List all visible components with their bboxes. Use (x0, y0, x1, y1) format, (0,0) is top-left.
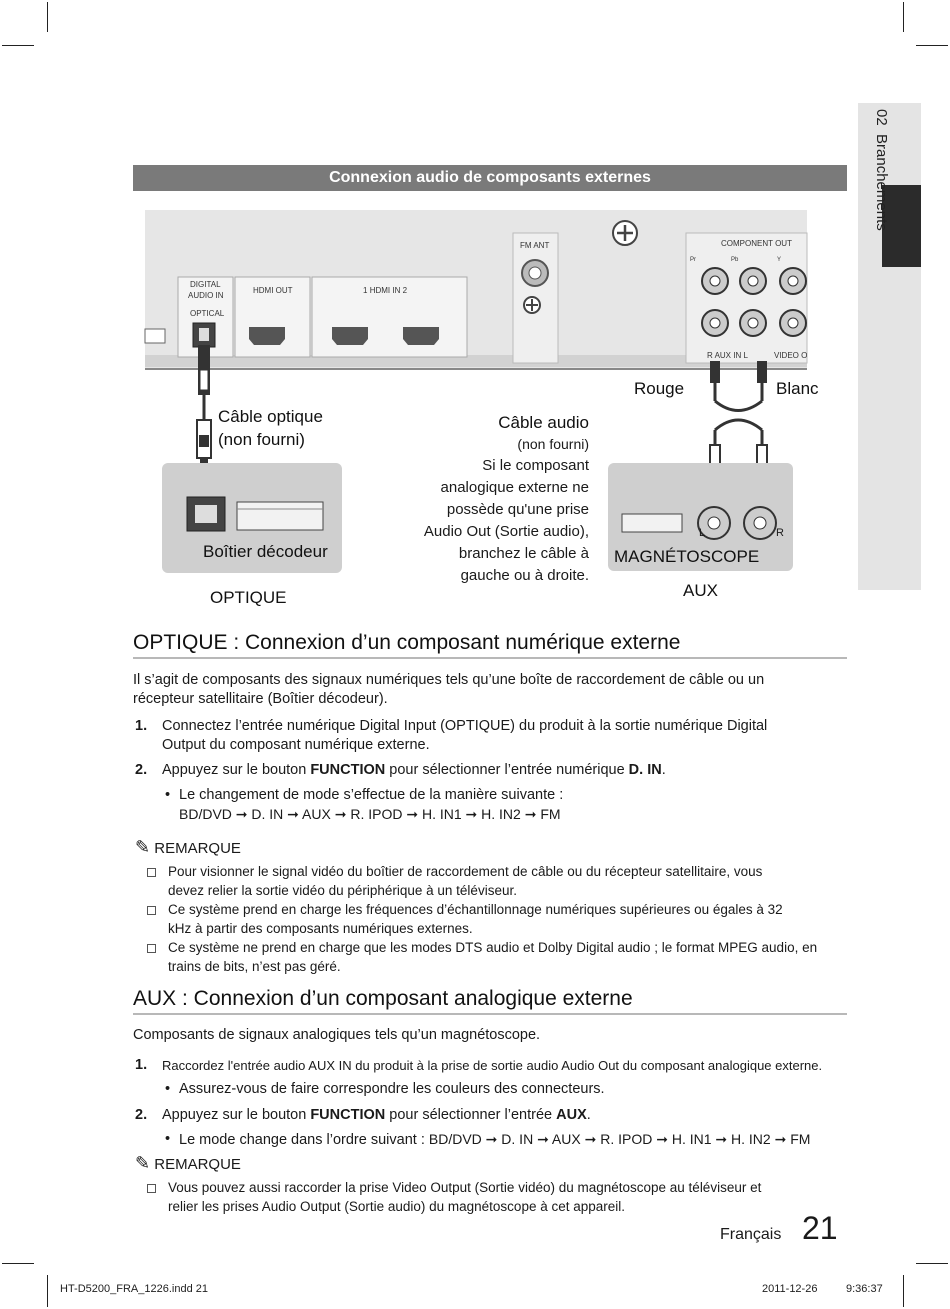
intro-line: récepteur satellitaire (Boîtier décodeur). (133, 691, 388, 707)
bullet-text: Le changement de mode s’effectue de la manière suivante : (179, 787, 564, 803)
audio-note-line: Si le composant (482, 457, 589, 474)
step-line: Connectez l’entrée numérique Digital Input (OPTIQUE) du produit à la sortie numérique Digital (162, 718, 768, 734)
optique-label: OPTIQUE (210, 588, 287, 607)
note-line: Ce système prend en charge les fréquences d’échantillonnage numériques supérieures ou égales à 32 (168, 902, 783, 917)
step-text: . (586, 1107, 591, 1123)
y-label: Y (777, 257, 782, 263)
step-number: 1. (135, 1057, 148, 1073)
audio-cable-note: (non fourni) (517, 436, 589, 452)
optical-cable-label: Câble optique (218, 407, 323, 426)
vcr-l-label: L (699, 527, 706, 539)
chapter-title: Branchements (873, 134, 890, 231)
white-label: Blanc (776, 379, 819, 398)
vcr-r-label: R (776, 527, 784, 539)
optical-port-label: OPTICAL (190, 309, 225, 318)
step-line: Raccordez l'entrée audio AUX IN du produit à la prise de sortie audio Audio Out du composant analogique externe. (162, 1058, 823, 1073)
audio-cable-label: Câble audio (498, 413, 589, 432)
note-item (147, 938, 847, 976)
section2-intro: Composants de signaux analogiques tels qu’un magnétoscope. (133, 1027, 541, 1043)
remark-label: REMARQUE (154, 1156, 241, 1173)
note-item (147, 1178, 847, 1216)
bullet-dot: • (165, 1131, 171, 1147)
step-number: 2. (135, 1107, 148, 1123)
section2-step2 (133, 1106, 847, 1125)
section2-bullet1 (165, 1080, 845, 1099)
section1-notes (147, 862, 847, 976)
bullet-text: Assurez-vous de faire correspondre les couleurs des connecteurs. (179, 1081, 605, 1097)
audio-note-line: Audio Out (Sortie audio), (423, 523, 589, 540)
remark-label: REMARQUE (154, 840, 241, 857)
step-text: pour sélectionner l’entrée (385, 1107, 557, 1123)
section2-rule (133, 1013, 847, 1015)
section2-title: AUX : Connexion d’un composant analogique externe (133, 987, 633, 1010)
section2-step1 (133, 1056, 847, 1075)
component-out-label: COMPONENT OUT (721, 239, 792, 248)
section1-intro (133, 671, 847, 709)
square-bullet-icon (147, 868, 156, 877)
step-line: Output du composant numérique externe. (162, 737, 430, 753)
chapter-number: 02 (873, 109, 890, 126)
aux-l-label: L (743, 351, 748, 360)
note-line: Pour visionner le signal vidéo du boîtier de raccordement de câble ou du récepteur satellitaire, vous (168, 864, 763, 879)
note-line: kHz à partir des composants numériques externes. (168, 921, 473, 936)
audio-note-line: possède qu'une prise (446, 501, 589, 518)
mode-keyword: AUX (556, 1107, 587, 1123)
intro-line: Il s’agit de composants des signaux numériques tels qu’une boîte de raccordement de câble ou un (133, 672, 765, 688)
step-text: Appuyez sur le bouton (162, 1107, 311, 1123)
mode-sequence: BD/DVD ➞ D. IN ➞ AUX ➞ R. IPOD ➞ H. IN1 ➞ H. IN2 ➞ FM (179, 806, 561, 822)
note-line: relier les prises Audio Output (Sortie audio) du magnétoscope à cet appareil. (168, 1199, 626, 1214)
square-bullet-icon (147, 906, 156, 915)
step-text: Appuyez sur le bouton (162, 762, 311, 778)
video-out-label: VIDEO O (774, 351, 808, 360)
audio-cable-instructions (393, 455, 589, 587)
step-number: 2. (135, 762, 148, 778)
footer-filename: HT-D5200_FRA_1226.indd 21 (60, 1283, 208, 1295)
page-language: Français (720, 1226, 782, 1243)
section1-title: OPTIQUE : Connexion d’un composant numérique externe (133, 631, 681, 654)
fm-ant-label: FM ANT (520, 241, 550, 250)
note-line: trains de bits, n’est pas géré. (168, 959, 341, 974)
footer-time: 9:36:37 (846, 1283, 883, 1295)
connection-diagram (133, 195, 847, 615)
chapter-tab-label (858, 103, 890, 309)
bullet-dot: • (165, 1081, 171, 1097)
decoder-label: Boîtier décodeur (203, 542, 328, 561)
aux-in-label (707, 351, 748, 360)
hdmi-in-2: 2 (402, 286, 408, 295)
section1-rule (133, 657, 847, 659)
mode-sequence: BD/DVD ➞ D. IN ➞ AUX ➞ R. IPOD ➞ H. IN1 ➞ H. IN2 ➞ FM (428, 1131, 811, 1147)
audio-note-line: analogique externe ne (440, 479, 589, 496)
note-item (147, 862, 847, 900)
section2-bullet2 (165, 1130, 845, 1150)
bullet-text: Le mode change dans l’ordre suivant : (179, 1132, 429, 1148)
section1-step2 (133, 761, 847, 780)
optical-cable-note: (non fourni) (218, 430, 305, 449)
pb-label: Pb (731, 257, 739, 263)
square-bullet-icon (147, 944, 156, 953)
remark-heading (135, 1153, 241, 1174)
vcr-label: MAGNÉTOSCOPE (614, 547, 760, 566)
audio-in-label: AUDIO IN (188, 291, 224, 300)
step-number: 1. (135, 718, 148, 734)
hdmi-out-label: HDMI OUT (253, 286, 293, 295)
aux-label: AUX (683, 581, 718, 600)
pencil-icon: ✎ (135, 837, 151, 857)
red-label: Rouge (634, 379, 685, 398)
note-line: Vous pouvez aussi raccorder la prise Video Output (Sortie vidéo) du magnétoscope au téléviseur et (168, 1180, 762, 1195)
step-text: pour sélectionner l’entrée numérique (385, 762, 629, 778)
function-keyword: FUNCTION (310, 762, 386, 778)
note-line: devez relier la sortie vidéo du périphérique à un téléviseur. (168, 883, 517, 898)
remark-heading (135, 837, 241, 858)
note-item (147, 900, 847, 938)
square-bullet-icon (147, 1184, 156, 1193)
aux-in-text: AUX IN (714, 351, 742, 360)
note-line: Ce système ne prend en charge que les modes DTS audio et Dolby Digital audio ; le format MPEG audio, en (168, 940, 818, 955)
pr-label: Pr (690, 257, 696, 263)
section1-step1 (133, 717, 847, 755)
pencil-icon: ✎ (135, 1153, 151, 1173)
function-keyword: FUNCTION (310, 1107, 386, 1123)
audio-note-line: branchez le câble à (458, 545, 589, 562)
section-banner: Connexion audio de composants externes (133, 165, 847, 191)
hdmi-in-text: HDMI IN (369, 286, 401, 295)
footer-date: 2011-12-26 (762, 1283, 818, 1295)
page-number: 21 (802, 1210, 838, 1246)
hdmi-in-label (363, 286, 407, 295)
bullet-dot: • (165, 787, 171, 803)
aux-r-label: R (707, 351, 713, 360)
section2-notes (147, 1178, 847, 1216)
step-text: . (661, 762, 666, 778)
digital-label: DIGITAL (190, 280, 221, 289)
audio-cable-callout (393, 413, 589, 587)
hdmi-in-1: 1 (363, 286, 368, 295)
audio-note-line: gauche ou à droite. (460, 567, 589, 584)
section1-bullet (165, 786, 845, 824)
mode-keyword: D. IN (628, 762, 662, 778)
